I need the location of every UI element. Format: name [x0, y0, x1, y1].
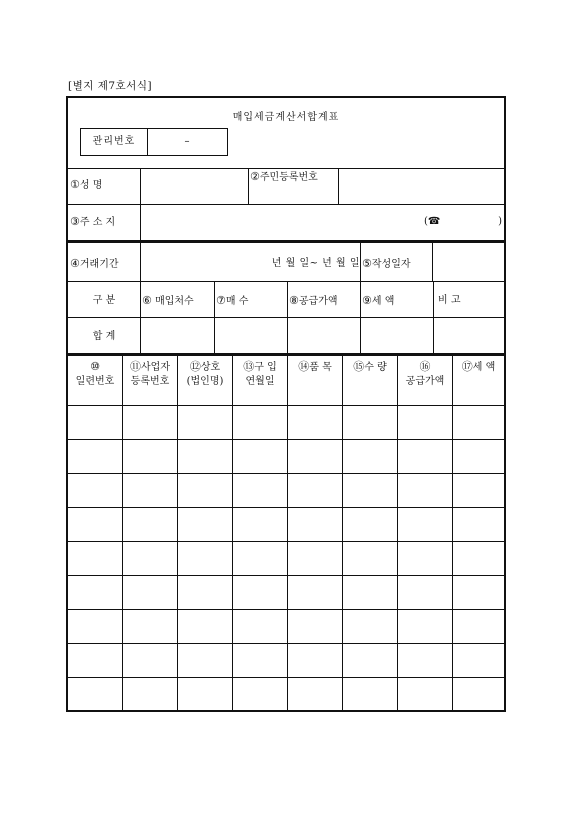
total-supply-amount-field[interactable] [289, 318, 360, 352]
detail-header-17: ⑰세 액 [453, 356, 504, 406]
detail-header-13: ⑬구 입 연월일 [233, 356, 288, 406]
detail-row-7-col-16[interactable] [398, 610, 453, 644]
supplier-count-header: ⑥ 매입처수 [142, 294, 194, 307]
purchase-tax-invoice-summary-form [66, 96, 506, 712]
detail-row-5-col-15[interactable] [343, 542, 398, 576]
form-title: 매입세금계산서합계표 [232, 112, 340, 123]
detail-row-4-col-14[interactable] [288, 508, 343, 542]
detail-row-5-col-17[interactable] [453, 542, 504, 576]
detail-row-7-col-15[interactable] [343, 610, 398, 644]
name-label: ①성 명 [70, 178, 103, 191]
detail-row-1-col-13[interactable] [233, 406, 288, 440]
detail-row-8-col-15[interactable] [343, 644, 398, 678]
detail-row-4-col-12[interactable] [178, 508, 233, 542]
detail-row-8-col-11[interactable] [123, 644, 178, 678]
detail-row-9-col-10[interactable] [68, 678, 123, 712]
management-number-field[interactable]: – [184, 136, 190, 147]
detail-row-4-col-13[interactable] [233, 508, 288, 542]
detail-row-1-col-17[interactable] [453, 406, 504, 440]
total-sheet-count-field[interactable] [216, 318, 287, 352]
detail-row-4-col-10[interactable] [68, 508, 123, 542]
detail-row-8-col-10[interactable] [68, 644, 123, 678]
management-number-label: 관리번호 [81, 129, 148, 155]
detail-row-3-col-15[interactable] [343, 474, 398, 508]
detail-row-6-col-11[interactable] [123, 576, 178, 610]
detail-row-2-col-11[interactable] [123, 440, 178, 474]
detail-row-8-col-13[interactable] [233, 644, 288, 678]
detail-row-9-col-11[interactable] [123, 678, 178, 712]
detail-row-8-col-12[interactable] [178, 644, 233, 678]
resident-registration-label: ②주민등록번호 [250, 170, 318, 183]
category-label: 구 분 [92, 295, 116, 306]
detail-row-7-col-10[interactable] [68, 610, 123, 644]
detail-row-1-col-12[interactable] [178, 406, 233, 440]
detail-row-6-col-13[interactable] [233, 576, 288, 610]
detail-row-8-col-17[interactable] [453, 644, 504, 678]
detail-row-7-col-17[interactable] [453, 610, 504, 644]
detail-row-6-col-12[interactable] [178, 576, 233, 610]
detail-header-11: ⑪사업자 등록번호 [123, 356, 178, 406]
detail-header-14: ⑭품 목 [288, 356, 343, 406]
detail-row-5-col-16[interactable] [398, 542, 453, 576]
detail-row-8-col-16[interactable] [398, 644, 453, 678]
resident-registration-field[interactable] [340, 168, 504, 204]
detail-row-7-col-14[interactable] [288, 610, 343, 644]
detail-row-6-col-10[interactable] [68, 576, 123, 610]
detail-row-7-col-13[interactable] [233, 610, 288, 644]
detail-row-9-col-15[interactable] [343, 678, 398, 712]
written-date-field[interactable] [434, 243, 504, 281]
detail-row-2-col-16[interactable] [398, 440, 453, 474]
detail-row-5-col-13[interactable] [233, 542, 288, 576]
detail-row-2-col-13[interactable] [233, 440, 288, 474]
phone-icon: (☎ [424, 216, 441, 227]
detail-table [68, 356, 504, 710]
detail-header-16: ⑯ 공급가액 [398, 356, 453, 406]
detail-row-4-col-15[interactable] [343, 508, 398, 542]
name-field[interactable] [142, 168, 248, 204]
detail-row-1-col-16[interactable] [398, 406, 453, 440]
detail-row-6-col-14[interactable] [288, 576, 343, 610]
detail-row-3-col-12[interactable] [178, 474, 233, 508]
detail-row-5-col-14[interactable] [288, 542, 343, 576]
sheet-count-header: ⑦매 수 [216, 294, 249, 307]
detail-row-9-col-12[interactable] [178, 678, 233, 712]
total-remarks-field[interactable] [435, 318, 504, 352]
detail-header-12: ⑫상호 (법인명) [178, 356, 233, 406]
written-date-label: ⑤작성일자 [362, 257, 411, 270]
detail-row-9-col-17[interactable] [453, 678, 504, 712]
transaction-period-field[interactable]: 년 월 일~ 년 월 일 [271, 258, 360, 269]
detail-row-3-col-11[interactable] [123, 474, 178, 508]
phone-field[interactable]: (☎ ) [424, 216, 502, 227]
detail-row-2-col-12[interactable] [178, 440, 233, 474]
total-supplier-count-field[interactable] [142, 318, 214, 352]
detail-row-3-col-17[interactable] [453, 474, 504, 508]
detail-row-5-col-11[interactable] [123, 542, 178, 576]
detail-row-1-col-11[interactable] [123, 406, 178, 440]
detail-row-1-col-14[interactable] [288, 406, 343, 440]
period-label: ④거래기간 [70, 257, 119, 270]
address-label: ③주 소 지 [70, 215, 116, 228]
detail-row-2-col-14[interactable] [288, 440, 343, 474]
detail-row-3-col-14[interactable] [288, 474, 343, 508]
detail-row-3-col-10[interactable] [68, 474, 123, 508]
detail-row-2-col-17[interactable] [453, 440, 504, 474]
detail-row-5-col-10[interactable] [68, 542, 123, 576]
detail-row-9-col-16[interactable] [398, 678, 453, 712]
detail-row-1-col-15[interactable] [343, 406, 398, 440]
detail-row-8-col-14[interactable] [288, 644, 343, 678]
management-number-box [80, 128, 228, 156]
remarks-header: 비 고 [438, 295, 461, 306]
tax-amount-header: ⑨세 액 [362, 294, 395, 307]
total-tax-amount-field[interactable] [362, 318, 433, 352]
detail-row-7-col-12[interactable] [178, 610, 233, 644]
detail-row-7-col-11[interactable] [123, 610, 178, 644]
total-label: 합 계 [92, 331, 116, 342]
detail-row-2-col-10[interactable] [68, 440, 123, 474]
address-field[interactable] [142, 204, 422, 240]
form-number-label: [별지 제7호서식] [68, 80, 153, 92]
supply-amount-header: ⑧공급가액 [289, 294, 338, 307]
detail-row-6-col-16[interactable] [398, 576, 453, 610]
detail-row-9-col-14[interactable] [288, 678, 343, 712]
detail-row-6-col-15[interactable] [343, 576, 398, 610]
detail-row-9-col-13[interactable] [233, 678, 288, 712]
detail-row-4-col-16[interactable] [398, 508, 453, 542]
detail-row-3-col-13[interactable] [233, 474, 288, 508]
detail-row-3-col-16[interactable] [398, 474, 453, 508]
detail-row-6-col-17[interactable] [453, 576, 504, 610]
detail-row-2-col-15[interactable] [343, 440, 398, 474]
detail-row-4-col-17[interactable] [453, 508, 504, 542]
detail-row-1-col-10[interactable] [68, 406, 123, 440]
detail-row-4-col-11[interactable] [123, 508, 178, 542]
detail-header-15: ⑮수 량 [343, 356, 398, 406]
detail-header-10: ⑩ 일련번호 [68, 356, 123, 406]
detail-row-5-col-12[interactable] [178, 542, 233, 576]
